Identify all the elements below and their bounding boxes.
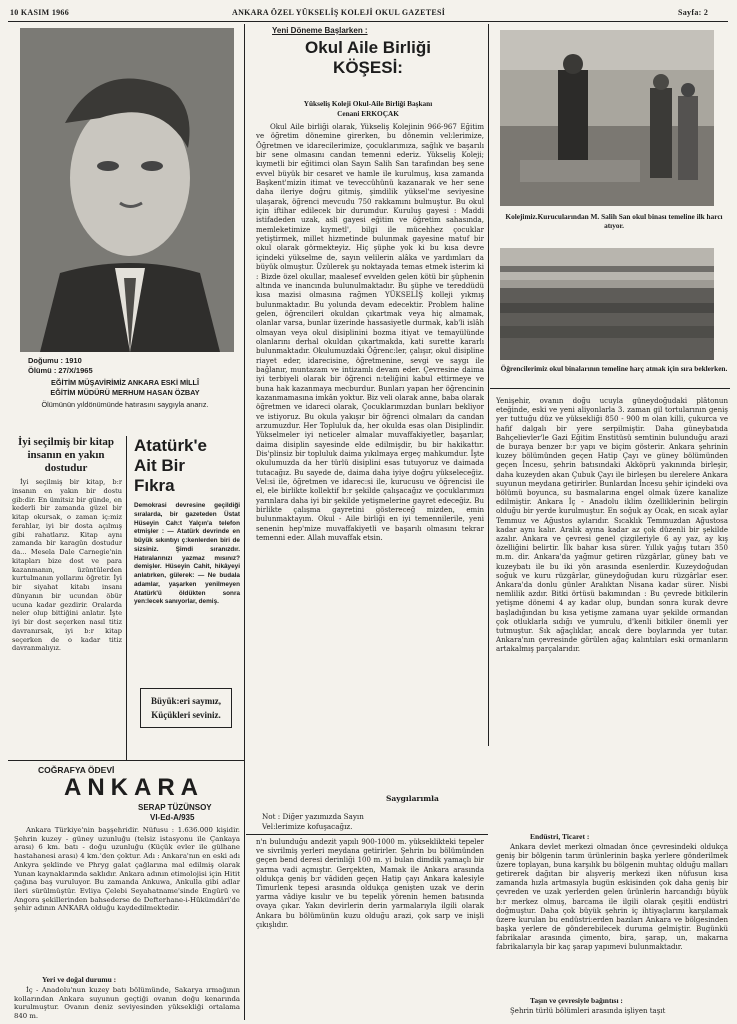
masthead-rule bbox=[8, 21, 728, 22]
ataturk-body: Demokrasi devresine geçildiği sıralarda, bir gazeteden Üstat Hüseyin Cah:t Yalçın'a telefon etmişler : — Atatürk devrinde en büyük sıkıntıyı ç:kenlerden biri de sizsiniz. Şimdi sıranızdır. Hatıralarınızı yazmaz mısınız? demişler. Hüseyin Cahit, hikâyeyi anlatırken, gülerek: — Ne budala adamlar, yaşarken yeniImeyen Atatürk'ü öldükten sonra yen:lecek sanıyorlar, demiş. bbox=[134, 502, 240, 606]
ataturk-headline bbox=[134, 436, 242, 496]
okul-aile-title-2: KÖŞESİ: bbox=[333, 58, 403, 77]
cografya-rule bbox=[8, 760, 244, 761]
right-photo-rule bbox=[490, 388, 730, 389]
okul-aile-note: Not : Diğer yazımızda Sayın Vel:lerimize kofuşacağız. bbox=[262, 812, 364, 831]
obituary-text bbox=[10, 378, 240, 410]
photo-founder bbox=[500, 30, 714, 206]
cografya-author: SERAP TÜZÜNSOY bbox=[138, 803, 212, 812]
okul-aile-title-1: Okul Aile Birliği bbox=[305, 38, 431, 57]
obituary-line-2: EĞİTİM MÜDÜRÜ MERHUM HASAN ÖZBAY bbox=[50, 387, 200, 397]
obituary bbox=[28, 356, 238, 375]
cografya-title: ANKARA bbox=[64, 774, 204, 801]
portrait-image bbox=[20, 28, 234, 352]
buyukler-line-2: Küçükleri seviniz. bbox=[151, 710, 221, 720]
photo-students bbox=[500, 248, 714, 360]
okul-aile-sign: Saygılarımla bbox=[386, 794, 439, 803]
column-rule-3 bbox=[126, 436, 127, 760]
photo-founder-image bbox=[500, 30, 714, 206]
kitap-headline bbox=[10, 436, 122, 475]
cografya-sub-yeri: Yeri ve doğal durumu : bbox=[42, 975, 117, 984]
cografya-body-2: İç - Anadolu'nun kuzey batı bölümünde, Sakarya ırmağının kollarından Ankara suyunun geçtiği ovanın doğu kenarında kurulmuştur. Ovanın deniz seviyesinden yüksekliği ortalama 840 m. bbox=[14, 986, 240, 1021]
ataturk-title-3: Fıkra bbox=[134, 476, 175, 495]
cografya-body: Ankara Türkiye'nin başşehridir. Nüfusu : 1.636.000 kişidir. Şehrin kuzey - güney uzunluğu (telsiz istasyonu ile Çankaya arası) 6 km. batı - doğu uzunluğu (Küçük evler ile gülhane hastahanesi arası) 4 km.'den çoktur. Adı : Ankara'nın en eski adı Ankyra şeklinde ve Phryg galat çağlarına mal edilmiş olarak Yunan kaynaklarında saklıdır. Ankara adının etimolojisi için Hitit çağına baş vuruluyor. Bu zamanda Ankuwa, Ankulla gibi adlar ileri sürülmüştür. Evliya Çelebi Seyahatname'sinde Engürü ve Angora şekillerinden bahsederse de Defterhane-i-Hükümdâri'de şehir adının ANKARA olduğu kaydedilmektedir. bbox=[14, 826, 240, 913]
obituary-line-1: EĞİTİM MÜŞAVİRİMİZ ANKARA ESKİ MİLLÎ bbox=[50, 378, 200, 387]
masthead-page: Sayfa: 2 bbox=[678, 8, 709, 17]
masthead-date: 10 KASIM 1966 bbox=[10, 8, 70, 17]
obituary-line-3: Ölümünün yıldönümünde hatırasını saygıyla anarız. bbox=[41, 400, 209, 410]
photo-students-image bbox=[500, 248, 714, 360]
column-rule-2 bbox=[488, 24, 489, 746]
right-col-sub-endustri: Endüstri, Ticaret : bbox=[530, 832, 590, 841]
portrait-photo bbox=[20, 28, 234, 352]
obituary-birth: Doğumu : 1910 bbox=[28, 356, 82, 365]
column-rule-1 bbox=[244, 24, 245, 1020]
kitap-title-3: dostudur bbox=[44, 462, 88, 474]
obituary-death: Ölümü : 27/X/1965 bbox=[28, 365, 93, 375]
right-col-sub-tasim: Taşın ve çevresiyle bağıntısı : bbox=[530, 996, 623, 1005]
okul-aile-body: Okul Aile birliği olarak, Yükseliş Kolejinin 966-967 Eğitim ve öğretim dönemine girerken, bu dönemin vel:lerimize, Öğretmen ve idarecilerimize, çocuklarımıza, sağlık ve başarılı bir sene olmasını candan temenni ederiz. Yükseliş Koleji; kıymetli bir eğitimci olan Sayın Salih San tarafından beş sene evvel büyük bir cesaret ve hamle ile kurulmuş, kısa zamanda Başkent'mizin itimat ve teveccühünü kazanarak ve her sene daha ileriye doğru gitmiş, şimdilik yüksel'me seviyesine ulaşarak, öğrenci mevcudu 750 rakkamını bulmuştur. Bu okul için iftihar edilecek bir durumdur. Kuruluş gayesi : Maddi istifadeden uzak, asli gayesi eğitim ve öğretim sahasında, memleketimize kıymetl', bilgi ile mücehhez çocuklar yetiştirmek, millet hizmetinde bulunmak gayesine matuf bir okul olarak görmekteyiz. Hiç şüphe yok ki bu kısa devre içindeki yükselme de, sayın velilerin alâka ve yardımları da büyük olmuştur. Üzülerek şu noktayada temas etmek isterim ki : Bizde özel okullar, maalesef evvelden gelen kötü bir şüphenin altında ve inancında bulunulmaktadır. Bu şüphe ve tereddüdü kısa mazisi olmasına rağmen YÜKSELİŞ kolleji yıkmış bulunmaktadır. Bu yolunda devam edecektir. Problem haline gelen, öğrencileri okuldan çıkartmak veya hiç almamak, olanlar varsa, bunlar üzerinde hassasiyetle durmak, kab'li islâh olmayan veya okul disiplinini bozma itiyat ve temayülünde olanlarını derhal okuldan çıkartmakda, kati surette kararlı bulunmaktadır. Okulumuzdaki Öğrenc:ler, çalışır, okul disipline riayet eder, idarecisine, öğretmenine, sevgi ve saygı ile bağlanır, muntazam ve intizamlı devam eder. Çevresine daima iyi terbiyeli olarak bir öğrenci n:teliğini kabul ettirmeye ve buna hak kazanmaya mecburdur. Bunları yapan her öğrencinin kazanmamasına imkân yoktur. Biz veli olarak anne, baba olarak öğretmen ve idareci olarak, Çocuklarımızdan bunları bekliyor ve istiyoruz. Bu okula yakışır bir öğrenci olmaları da candan arzumuzdur. Her Topluluk da, her okulda esas olan Disiplindir. Yükselmeler iyi neticeler almalar muvaffakiyetler, başarılar, daima disiplin sayesinde elde edilmişdir, bu bir hakikattır. Dis'plinsiz bir topluluk daima yıkılmaya ergeç mahkumdur. İşte okulumuzda da her türlü disiplini esas tutuyoruz ve daimada tutacağız. Bu sayede de, daima daha iyiye doğru yükseleceğiz. Vel:si ile, öğretmen ve idarec:si ile, kurucusu ve öğrencisi ile el, ele birlikte kollektif b:r şekilde çalışacağız ve çocuklarımızı yarınlara daha iyi bir şekilde yetişmelerine gayret edeceğiz. Bu birlikte çalışma gayretini göstereceğ mizden, emin bulunmaktayım. Okul - Aile birliği en iyi temennilerile, yeni senenin hep'mize muvaffakiyetli ve başarılı olmasını tekrar temenni eder. Allah muvaffak etsin. bbox=[256, 122, 484, 543]
right-col-body: Yenişehir, ovanın doğu ucuyla güneydoğudaki plâtonun eteğinde, eski ve yeni aliyonlarla 3. zaman gil tortularının geniş yer tuttuğu düz ve yüksekliği 850 - 900 m olan killi, çukurca ve hafif dalgalı bir yere serpilmiştir. Daha güneybatıda Bahçelievler'le Gazi Eğitim Enstitüsü semtinin bulunduğu arazi de buraya benzer b:r yapı ve biçim gösterir. Ankara şehrinin kuzey bölümünden geçen Hatip Çayı ve güney bölümünden geçen İncesu, şehrin batısındaki Akköprü yakınında birleşir, daha kuzeyden akan Çubuk Çayı ile birleşen bu ılerelere Ankara suyunun meydana getirirler. Bunlardan İncesu şehir içindeki ova bölümü boyunca, su basmalarına engel olmak üzere kanalize edilmiştir. Ankara İç - Anadolu iklim özelliklerinin belirgin olduğu bir yerde kurulmuştur. En soğuk ay Ocak, en sıcak aylar Temmuz ve Ağustos aylarıdır. Sıcaklık Temmuzdan Ağustosa kadar aynı kalır. Aralık ayına kadar az çok düzenli bir şekilde azalır. Ankara ve çevresi genel çizgileriyle 6 ay yaz, ay kış özelliğini belirtir. İlk bahar kısa sürer. Yıllık yağış tutarı 350 m.m. dir. Ankara'da yağmur getiren rüzgârlar, güney batı ve kuzeybatı ile bu iki yön arasında esenlerdir. Kuzeydoğudan soğuk ve kuru rüzgârlar, güneydoğudan kuru rüzgârlar eser. Ankara'da donlu günler Aralıktan Nisana kadar sürer. Nisbi nemlilik azdır. Bitki örtüsü bakımından : Bu çevrede bitkilerin yetişme dönemi 4 ay kadar olup, bundan sonra kurak devre başladığından bu kısa yetişme zamana uyar şekilde ormandan çok otluklarla sıdığı ve yumrulu, d'kenli bitkiler önemli yer tutmuştur. Sık ağaçlıklar, ancak dere boylarında yer tutar. Ankara'nın çevresinde görülen ağaç kalıntıları eski ormanların artakalmış parçalarıdır. bbox=[496, 396, 728, 654]
kitap-body: İyi seçilmiş bir kitap, b:r insanın en yakın bir dostu gib:dir. En ümitsiz bir günde, en kederli bir zamanda güzel bir kitap okursak, o zaman iç:miz ferahlar, iyi bir dosta açılmış gibi rahatlarız. Kitap aynı zamanda bir karagün dostudur da... Mesela Dale Carnegie'nin kitapları bize dost ve para kazanmanın, üzüntülerden kurtulmanın yollarını öğretir. İyi bir siyahat kitabı insanı dünyanın bir ucundan öbür ucuna kadar gezdirir. Oralarda neler olup bittiğini anlatır. İşte iyi bir dost seçerken nasıl titiz davranırsak, iyi b:r kitap seçerken de o kadar titiz davranmalıyız. bbox=[12, 478, 122, 653]
kitap-title-2: insanın en yakın bbox=[27, 449, 105, 461]
photo-founder-caption: Kolejimiz.Kurucularından M. Salih San okul binası temeline ilk harcı atıyor. bbox=[505, 212, 723, 230]
okul-aile-kicker: Yeni Döneme Başlarken : bbox=[272, 26, 368, 35]
right-col-body-3: Şehrin türlü bölümleri arasında işliyen taşıt bbox=[510, 1007, 666, 1015]
ataturk-title-2: Ait Bir bbox=[134, 456, 185, 475]
okul-aile-byline-1: Yükseliş Koleji Okul-Aile Birliği Başkanı bbox=[303, 99, 433, 108]
bottom-mid-body: n'n bulunduğu andezit yapılı 900-1000 m. yükseklikteki tepeler ve sivrilmiş yerleri meydana getirirler. Şehrin bu bölümünden geçen bend deresi derinliği 100 m. yi bulan dimdik yamaçlı bir yarma vadi açmıştır. Gerçekten, Mamak ile Ankara arasında oldukça geniş b:r vâdiden geçen Hatip çayı Ankara kalesiyle Timurlenk tepesi arasında oldukça genişten uzak ve derin yarma vâdiye kısılır ve bu tepelik yörenin hemen batısında ovaya çıkar. Yakın devirlerin derin yarmalarıyla ilgili olarak Ankara bu bölümünün kuzu olduğu arazi, çok sarp ve inişli çıkışlıdır. bbox=[256, 838, 484, 929]
mid-bottom-rule bbox=[246, 834, 488, 835]
ataturk-title-1: Atatürk'e bbox=[134, 436, 208, 455]
masthead-title: ANKARA ÖZEL YÜKSELİŞ KOLEJİ OKUL GAZETESİ bbox=[232, 8, 446, 17]
kitap-title-1: İyi seçilmiş bir kitap bbox=[17, 436, 115, 448]
okul-aile-byline-2: Cenani ERKOÇAK bbox=[337, 109, 399, 118]
buyukler-line-1: Büyük:eri saymız, bbox=[150, 696, 221, 706]
photo-students-caption: Öğrencilerimiz okul binalarının temeline harç atmak için sıra beklerken. bbox=[500, 364, 728, 373]
buyukler-box bbox=[140, 688, 232, 728]
cografya-class: VI-Ed-A/935 bbox=[150, 813, 195, 822]
right-col-body-2: Ankara devlet merkezi olmadan önce çevresindeki oldukça geniş bir bölgenin tarım ürünlerinin başka yerlere gönderilmek üzere toplayan, buna karşılık bu bölgenin muhtaç olduğu malları getirerek dağıtan bir alışveriş merkezi iken nüfusun kısa zamanda hızla artmasıyla bugün eskisinden çok daha geniş bir çevreden ve uzak yerlerden gelen ürünlerin harcandığı büyük b:r merkez olmuş, barcama ile ilgili olarak çeşitli endüstri doğmuştur. Daha çok büyük şehrin iç ihtiyaçlarını karşılamak üzere kurulan bu endüstri:erden bazıları Ankara ve bölgesinden başka yerlere de gönderebilecek duruma gelmiştir. Bugünkü fabrikalar arasında çimento, bira, şarap, un, makarna fabrikalarıyla bir kaç şarap yapımevi bulunmaktadır. bbox=[496, 843, 728, 952]
cografya-label: COĞRAFYA ÖDEVİ bbox=[38, 765, 115, 775]
